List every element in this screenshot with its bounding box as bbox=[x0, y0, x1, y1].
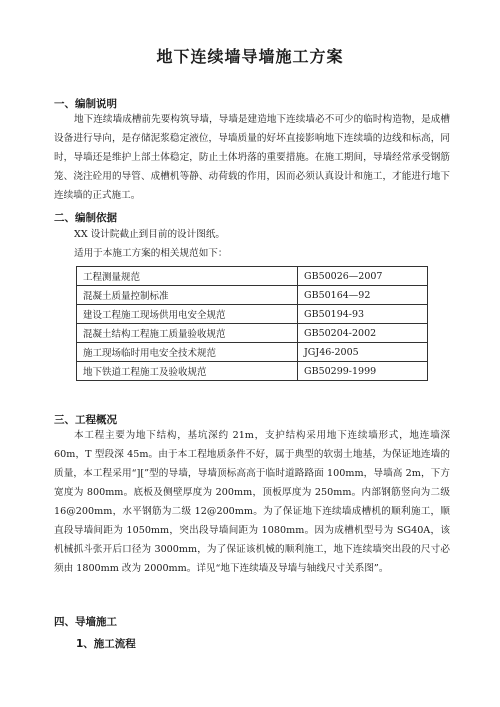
norm-name: 混凝土结构工程施工质量验收规范 bbox=[77, 324, 298, 343]
norm-code: GB50299-1999 bbox=[298, 362, 428, 381]
norm-name: 工程测量规范 bbox=[77, 267, 298, 286]
section-heading-2: 二、编制依据 bbox=[54, 212, 117, 224]
norm-code: GB50164—92 bbox=[298, 286, 428, 305]
norms-table bbox=[76, 266, 428, 381]
norm-name: 地下铁道工程施工及验收规范 bbox=[77, 362, 298, 381]
norm-name: 混凝土质量控制标准 bbox=[77, 286, 298, 305]
norm-code: GB50194-93 bbox=[298, 305, 428, 324]
section-1-body: 地下连续墙成槽前先要构筑导墙，导墙是建造地下连续墙必不可少的临时构造物，是成槽设备进行导向，是存储泥浆稳定液位，导墙质量的好坏直接影响地下连续墙的边线和标高，同时，导墙还是维护上部土体稳定，防止土体坍落的重要措施。在施工期间，导墙经常承受钢筋笼、浇注砼用的导管、成槽机等静、动荷载的作用，因而必须认真设计和施工，才能进行地下连续墙的正式施工。 bbox=[54, 114, 450, 201]
norm-name: 施工现场临时用电安全技术规范 bbox=[77, 343, 298, 362]
section-heading-1: 一、编制说明 bbox=[54, 98, 117, 110]
table-row bbox=[77, 305, 428, 324]
norm-code: JGJ46-2005 bbox=[298, 343, 428, 362]
subsection-heading-1: 1、施工流程 bbox=[76, 638, 136, 650]
section-heading-3: 三、工程概况 bbox=[54, 414, 117, 426]
table-row bbox=[77, 343, 428, 362]
document-title: 地下连续墙导墙施工方案 bbox=[156, 47, 344, 66]
table-row bbox=[77, 286, 428, 305]
norm-name: 建设工程施工现场供用电安全规范 bbox=[77, 305, 298, 324]
table-row bbox=[77, 267, 428, 286]
section-heading-4: 四、导墙施工 bbox=[54, 616, 117, 628]
table-row bbox=[77, 324, 428, 343]
section-2-line-1: XX 设计院截止到目前的设计图纸。 bbox=[74, 229, 226, 240]
table-row bbox=[77, 362, 428, 381]
section-3-body: 本工程主要为地下结构，基坑深约 21m，支护结构采用地下连续墙形式，地连墙深 60m，T 型段深 45m。由于本工程地质条件不好，属于典型的软弱土地基，为保证地连墙的质量，本工程采用“][”型的导墙，导墙顶标高高于临时道路路面 100mm，导墙高 2m，下方宽度为 800mm。底板及侧壁厚度为 200mm，顶板厚度为 250mm。内部钢筋竖向为二级 16@200mm，水平钢筋为二级 12@200mm。为了保证地下连续墙成槽机的顺利施工，顺直段导墙间距为 1050mm，突出段导墙间距为 1080mm。因为成槽机型号为 SG40A，该机械抓斗张开后口径为 3000mm，为了保证该机械的顺利施工，地下连续墙突出段的尺寸必须由 1800mm 改为 2000mm。详见“地下连续墙及导墙与轴线尺寸关系图”。 bbox=[54, 430, 450, 574]
section-2-line-2: 适用于本施工方案的相关规范如下： bbox=[74, 248, 228, 259]
norm-code: GB50026—2007 bbox=[298, 267, 428, 286]
norm-code: GB50204-2002 bbox=[298, 324, 428, 343]
